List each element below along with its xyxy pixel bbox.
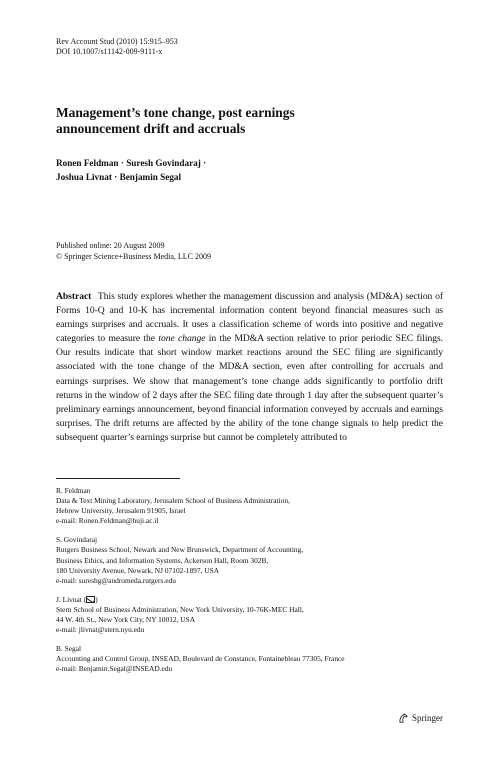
copyright-notice: © Springer Science+Business Media, LLC 2009 [56, 252, 212, 261]
springer-footer [398, 712, 443, 724]
affiliation-line: Stern School of Business Administration, New York University, 10-76K-MEC Hall, [56, 604, 304, 614]
journal-citation: Rev Account Stud (2010) 15:915–953 [56, 37, 178, 46]
authors-line-2: Joshua Livnat · Benjamin Segal [56, 172, 182, 182]
author-email[interactable]: e-mail: Benjamin.Segal@INSEAD.edu [56, 664, 173, 674]
affiliation-segal [56, 644, 446, 674]
abstract-label: Abstract [56, 291, 92, 302]
author-email[interactable]: e-mail: sureshg@andromeda.rutgers.edu [56, 575, 176, 585]
abstract-text-part-2: in the MD&A section relative to prior periodic SEC filings. Our results indicate that short window market reactions around the SEC filing are significantly associated with the tone change of the MD&A section, even after controlling for accruals and earnings surprises. We show that management’s tone change adds significantly to portfolio drift returns in the window of 2 days after the SEC filing date through 1 day after the subsequent quarter’s preliminary earnings announcement, beyond financial information conveyed by accruals and earnings surprises. The drift returns are affected by the ability of the tone change signals to help predict the subsequent quarter’s earnings surprise but cannot be completely attributed to [56, 333, 443, 443]
abstract-text-part-1: This study explores whether the management discussion and analysis (MD&A) section of Forms 10-Q and 10-K has incremental information content beyond financial measures such as earnings surprises and accruals. It uses a classification scheme of words into positive and negative categories to measure the [56, 291, 443, 345]
affiliation-line: Rutgers Business School, Newark and New Brunswick, Department of Accounting, [56, 545, 304, 555]
affiliation-line: 180 University Avenue, Newark, NJ 07102-1897, USA [56, 565, 220, 575]
title-line-1: Management’s tone change, post earnings [56, 105, 295, 120]
abstract-italic-term: tone change [158, 333, 206, 345]
affiliation-livnat [56, 595, 446, 635]
affiliation-line: Accounting and Control Group, INSEAD, Boulevard de Constance, Fontainebleau 77305, France [56, 654, 345, 664]
affiliation-line: 44 W. 4th St., New York City, NY 10012, USA [56, 615, 196, 625]
springer-horse-logo-icon [398, 713, 409, 724]
doi-line: DOI 10.1007/s11142-009-9111-x [56, 47, 163, 56]
affiliation-feldman [56, 486, 446, 526]
affiliation-govindaraj [56, 535, 446, 585]
affiliation-line: Hebrew University, Jerusalem 91905, Israel [56, 506, 186, 516]
author-name: B. Segal [56, 644, 82, 654]
publication-info [56, 240, 211, 262]
author-affiliations [56, 486, 446, 684]
author-list [56, 156, 446, 184]
author-name-suffix: ) [95, 594, 98, 604]
footnote-divider [56, 478, 180, 479]
published-online-date: Published online: 20 August 2009 [56, 241, 165, 250]
author-name: S. Govindaraj [56, 535, 98, 545]
affiliation-line: Data & Text Mining Laboratory, Jerusalem School of Business Administration, [56, 496, 290, 506]
journal-header [56, 37, 178, 57]
title-line-2: announcement drift and accruals [56, 121, 246, 136]
affiliation-line: Business Ethics, and Information Systems, Ackerson Hall, Room 302B, [56, 555, 269, 565]
springer-wordmark: Springer [412, 713, 443, 723]
author-name: R. Feldman [56, 486, 91, 495]
author-email[interactable]: e-mail: jlivnat@stern.nyu.edu [56, 625, 145, 635]
author-name-text: J. Livnat ( [56, 594, 87, 604]
envelope-icon [86, 594, 98, 604]
abstract-paragraph [56, 290, 443, 445]
article-title [56, 105, 446, 137]
authors-line-1: Ronen Feldman · Suresh Govindaraj · [56, 158, 207, 168]
author-name [56, 595, 446, 605]
author-email[interactable]: e-mail: Ronen.Feldman@huji.ac.il [56, 516, 159, 526]
